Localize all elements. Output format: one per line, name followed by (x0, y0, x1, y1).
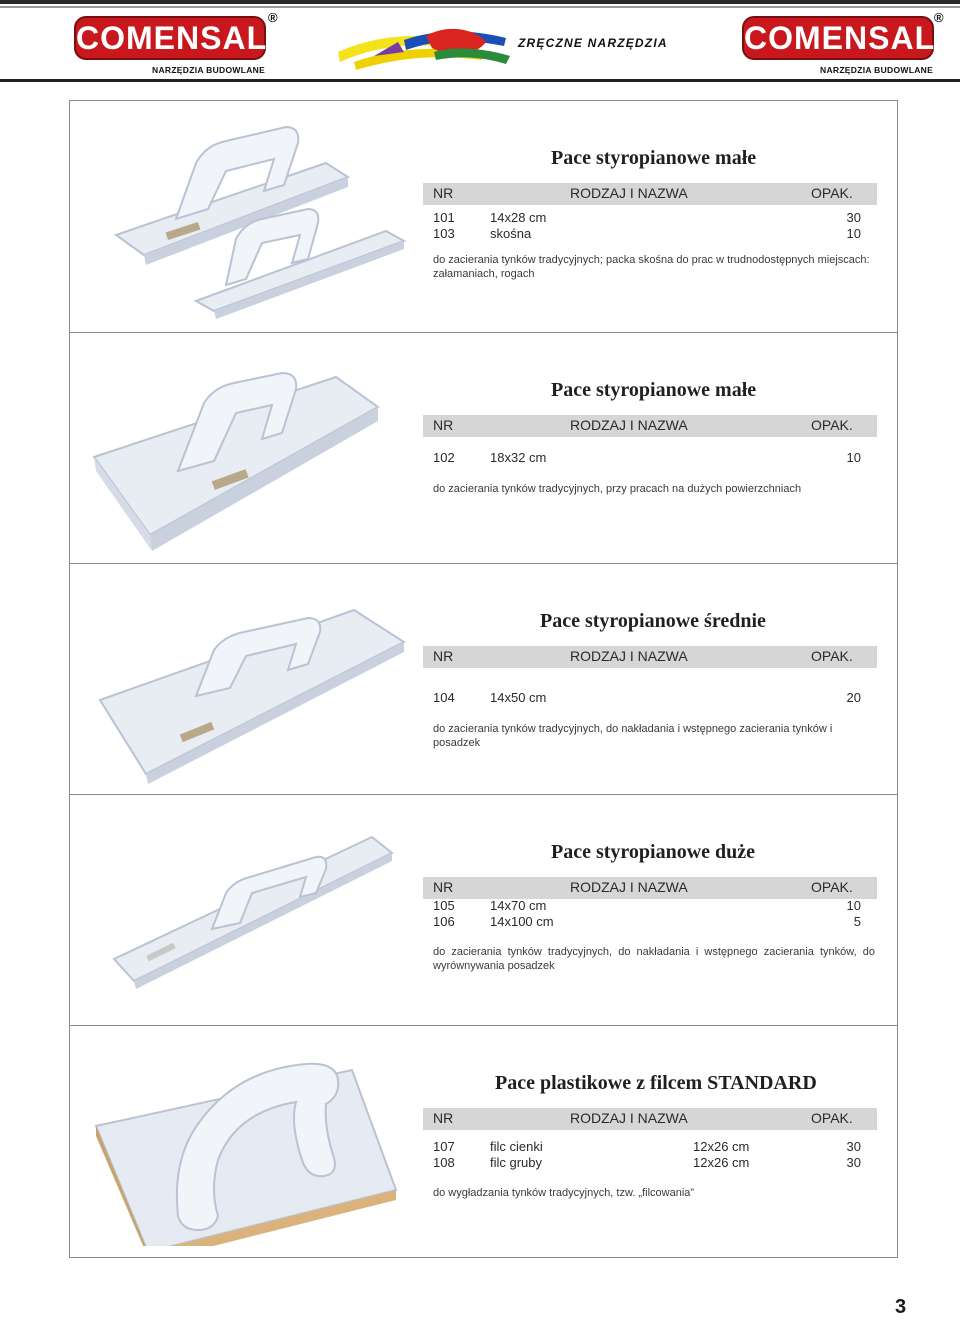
col-pack: OPAK. (811, 185, 853, 201)
col-pack: OPAK. (811, 1110, 853, 1126)
product-description: do zacierania tynków tradycyjnych, do nakładania i wstępnego zacierania tynków i posadzek (433, 723, 833, 749)
cell-name: filc gruby (490, 1155, 543, 1170)
section-title: Pace styropianowe średnie (540, 610, 766, 632)
brand-subtitle: NARZĘDZIA BUDOWLANE (820, 65, 934, 75)
section-title: Pace styropianowe duże (551, 841, 756, 863)
product-section (70, 332, 897, 563)
registered-mark: ® (934, 10, 944, 25)
cell-pack: 10 (846, 898, 861, 913)
table-header (423, 183, 877, 205)
table-row (423, 690, 877, 706)
cell-name: 14x100 cm (490, 914, 554, 929)
section-title: Pace styropianowe małe (551, 147, 757, 169)
header-rule (0, 79, 960, 82)
col-name: RODZAJ I NAZWA (570, 648, 688, 664)
cell-size: 12x26 cm (693, 1139, 750, 1154)
cell-nr: 104 (433, 690, 455, 705)
cell-name: filc cienki (490, 1139, 543, 1154)
cell-pack: 5 (853, 914, 861, 929)
product-section (70, 563, 897, 794)
product-catalog (69, 100, 898, 1258)
table-header (423, 877, 877, 899)
paint-swoosh-icon (334, 22, 514, 78)
product-section (70, 1025, 897, 1256)
section-title: Pace styropianowe małe (551, 379, 757, 401)
plastic-felt-float-icon (86, 1040, 426, 1246)
product-description: do zacierania tynków tradycyjnych; packa skośna do prac w trudnodostępnych miejscach: załamaniach, rogach (433, 254, 870, 280)
table-row (423, 450, 877, 466)
cell-name: 18x32 cm (490, 450, 547, 465)
col-name: RODZAJ I NAZWA (570, 417, 688, 433)
table-header (423, 646, 877, 668)
product-description: do zacierania tynków tradycyjnych, do nakładania i wstępnego zacierania tynków, do wyrównywania posadzek (433, 946, 875, 972)
cell-nr: 105 (433, 898, 455, 913)
cell-pack: 30 (846, 210, 861, 225)
cell-pack: 30 (846, 1155, 861, 1170)
top-rule-thin (0, 6, 960, 8)
brand-name: COMENSAL (76, 20, 268, 56)
cell-pack: 10 (846, 226, 861, 241)
brand-badge (74, 16, 266, 60)
cell-nr: 107 (433, 1139, 455, 1154)
cell-nr: 108 (433, 1155, 455, 1170)
product-section (70, 101, 897, 332)
cell-pack: 20 (846, 690, 861, 705)
table-row (423, 914, 877, 930)
cell-nr: 106 (433, 914, 455, 929)
cell-name: 14x70 cm (490, 898, 547, 913)
col-nr: NR (433, 648, 454, 664)
product-description: do zacierania tynków tradycyjnych, przy pracach na dużych powierzchniach (433, 483, 802, 495)
cell-name: skośna (490, 226, 532, 241)
table-row (423, 210, 877, 226)
table-row (423, 1155, 877, 1171)
cell-name: 14x28 cm (490, 210, 547, 225)
cell-nr: 102 (433, 450, 455, 465)
col-nr: NR (433, 879, 454, 895)
cell-nr: 103 (433, 226, 455, 241)
table-row (423, 226, 877, 242)
col-nr: NR (433, 417, 454, 433)
brand-name: COMENSAL (744, 20, 936, 56)
cell-nr: 101 (433, 210, 455, 225)
large-polystyrene-float-icon (86, 809, 426, 1015)
col-name: RODZAJ I NAZWA (570, 879, 688, 895)
product-description: do wygładzania tynków tradycyjnych, tzw. „filcowania” (433, 1187, 695, 1199)
col-nr: NR (433, 1110, 454, 1126)
polystyrene-float-icon (86, 347, 426, 553)
cell-size: 12x26 cm (693, 1155, 750, 1170)
cell-name: 14x50 cm (490, 690, 547, 705)
top-rule (0, 0, 960, 4)
cell-pack: 30 (846, 1139, 861, 1154)
brand-logo-left (74, 10, 278, 75)
col-pack: OPAK. (811, 879, 853, 895)
col-pack: OPAK. (811, 648, 853, 664)
col-name: RODZAJ I NAZWA (570, 185, 688, 201)
table-row (423, 1139, 877, 1155)
product-section (70, 794, 897, 1025)
table-header (423, 415, 877, 437)
table-header (423, 1108, 877, 1130)
registered-mark: ® (268, 10, 278, 25)
brand-subtitle: NARZĘDZIA BUDOWLANE (152, 65, 266, 75)
col-pack: OPAK. (811, 417, 853, 433)
tagline: ZRĘCZNE NARZĘDZIA (518, 36, 668, 50)
col-nr: NR (433, 185, 454, 201)
brand-badge (742, 16, 934, 60)
brand-logo-right (742, 10, 944, 75)
page-number: 3 (895, 1296, 907, 1318)
medium-polystyrene-float-icon (86, 578, 426, 784)
section-title: Pace plastikowe z filcem STANDARD (495, 1072, 817, 1094)
small-polystyrene-floats-icon (86, 115, 426, 321)
table-row (423, 898, 877, 914)
cell-pack: 10 (846, 450, 861, 465)
col-name: RODZAJ I NAZWA (570, 1110, 688, 1126)
